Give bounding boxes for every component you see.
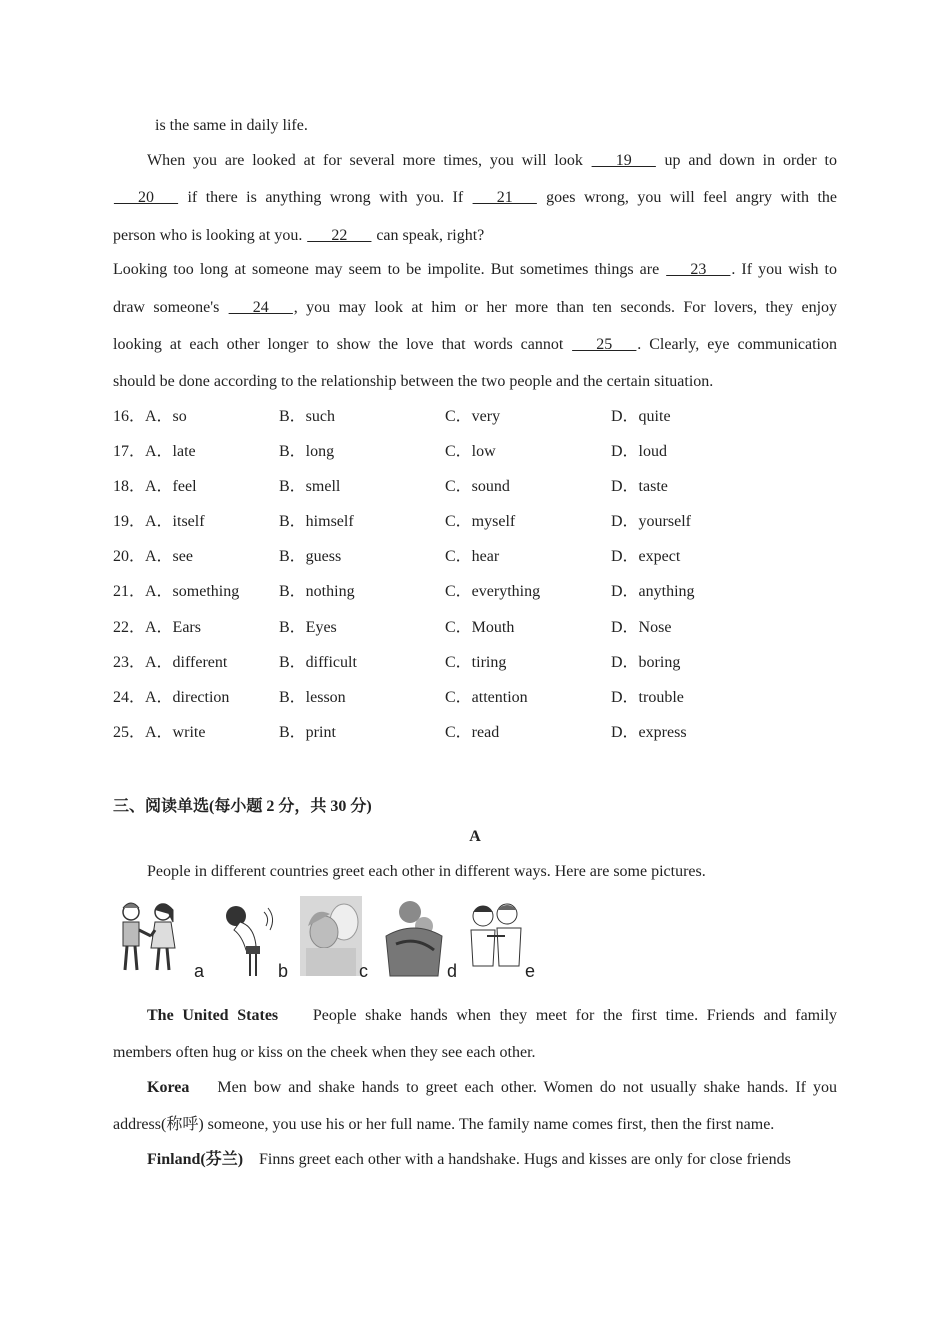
- text: Looking too long at someone may seem to be impolite. But sometimes things are: [113, 261, 666, 278]
- option-a[interactable]: 20．A．see: [113, 548, 193, 565]
- option-a[interactable]: 22．A．Ears: [113, 619, 201, 636]
- option-a[interactable]: 19．A．itself: [113, 513, 205, 530]
- option-b[interactable]: B．Eyes: [279, 619, 337, 636]
- korea-paragraph-line: [147, 1078, 837, 1098]
- question-row: [113, 406, 837, 428]
- text: looking at each other longer to show the love that words cannot: [113, 336, 572, 353]
- text: People shake hands when they meet for the first time. Friends and family: [312, 1007, 838, 1024]
- option-c[interactable]: C．read: [445, 724, 500, 741]
- option-d[interactable]: D．yourself: [611, 513, 691, 530]
- passage-line: [113, 226, 837, 246]
- option-a[interactable]: 18．A．feel: [113, 478, 197, 495]
- option-b[interactable]: B．himself: [279, 513, 354, 530]
- question-row: [113, 652, 837, 674]
- text: Finns greet each other with a handshake. Hugs and kisses are only for close friends: [259, 1151, 791, 1168]
- blank-24: ___24___: [228, 299, 293, 316]
- hug-photo: [380, 896, 450, 982]
- question-row: [113, 511, 837, 533]
- intro-line: People in different countries greet each other in different ways. Here are some pictures.: [147, 863, 706, 880]
- option-b[interactable]: B．print: [279, 724, 336, 741]
- option-c[interactable]: C．hear: [445, 548, 500, 565]
- option-a[interactable]: 24．A．direction: [113, 689, 230, 706]
- option-b[interactable]: B．lesson: [279, 689, 346, 706]
- text: if there is anything wrong with you. If: [179, 189, 472, 206]
- country-heading: Finland(芬兰): [147, 1151, 244, 1168]
- passage-line: [113, 298, 837, 318]
- option-d[interactable]: D．loud: [611, 443, 668, 460]
- option-b[interactable]: B．such: [279, 408, 336, 425]
- option-c[interactable]: C．sound: [445, 478, 510, 495]
- option-d[interactable]: D．expect: [611, 548, 681, 565]
- picture-label: e: [525, 961, 536, 981]
- text: person who is looking at you.: [113, 227, 307, 244]
- text: . If you wish to: [731, 261, 838, 278]
- question-row: [113, 476, 837, 498]
- blank-25: ___25___: [572, 336, 637, 353]
- option-b[interactable]: B．nothing: [279, 583, 355, 600]
- bow-illustration: [212, 896, 282, 982]
- text: , you may look at him or her more than ten seconds. For lovers, they enjoy: [293, 299, 838, 316]
- picture-label: c: [359, 961, 368, 981]
- handshake-illustration: [117, 896, 195, 982]
- option-a[interactable]: 23．A．different: [113, 654, 228, 671]
- passage-line: should be done according to the relationship between the two people and the certain situation.: [113, 373, 714, 390]
- text: Men bow and shake hands to greet each other. Women do not usually shake hands. If you: [217, 1079, 838, 1096]
- greeting-illustration: [465, 896, 527, 982]
- part-heading: A: [469, 828, 481, 845]
- question-row: [113, 722, 837, 744]
- option-b[interactable]: B．long: [279, 443, 335, 460]
- picture-label: d: [447, 961, 458, 981]
- question-row: [113, 546, 837, 568]
- korea-paragraph-line: address(称呼) someone, you use his or her full name. The family name comes first, then the first name.: [113, 1116, 775, 1133]
- option-a[interactable]: 16．A．so: [113, 408, 187, 425]
- option-c[interactable]: C．Mouth: [445, 619, 515, 636]
- text: draw someone's: [113, 299, 228, 316]
- option-c[interactable]: C．tiring: [445, 654, 507, 671]
- option-b[interactable]: B．guess: [279, 548, 342, 565]
- option-d[interactable]: D．express: [611, 724, 687, 741]
- section-title: 三、阅读单选(每小题 2 分，共 30 分): [113, 798, 372, 815]
- country-heading: The United States: [147, 1007, 279, 1024]
- us-paragraph-line: members often hug or kiss on the cheek when they see each other.: [113, 1044, 536, 1061]
- option-c[interactable]: C．myself: [445, 513, 516, 530]
- blank-21: ___21___: [472, 189, 537, 206]
- cheek-kiss-photo: [300, 896, 362, 982]
- option-c[interactable]: C．everything: [445, 583, 541, 600]
- passage-line: [113, 260, 837, 280]
- question-row: [113, 617, 837, 639]
- option-d[interactable]: D．trouble: [611, 689, 684, 706]
- option-b[interactable]: B．smell: [279, 478, 341, 495]
- option-a[interactable]: 25．A．write: [113, 724, 206, 741]
- option-c[interactable]: C．very: [445, 408, 501, 425]
- blank-22: ___22___: [307, 227, 372, 244]
- text: can speak, right?: [372, 227, 485, 244]
- blank-20: ___20___: [114, 189, 178, 206]
- country-heading: Korea: [147, 1079, 190, 1096]
- picture-label: a: [194, 961, 205, 981]
- option-d[interactable]: D．anything: [611, 583, 695, 600]
- text: goes wrong, you will feel angry with the: [537, 189, 837, 206]
- greeting-pictures: [117, 896, 547, 982]
- passage-line: is the same in daily life.: [155, 117, 308, 134]
- finland-paragraph-line: [147, 1150, 837, 1170]
- option-a[interactable]: 17．A．late: [113, 443, 196, 460]
- picture-label: b: [278, 961, 289, 981]
- option-a[interactable]: 21．A．something: [113, 583, 240, 600]
- option-c[interactable]: C．low: [445, 443, 496, 460]
- option-d[interactable]: D．taste: [611, 478, 668, 495]
- option-b[interactable]: B．difficult: [279, 654, 357, 671]
- question-row: [113, 581, 837, 603]
- passage-line: [147, 151, 837, 171]
- text: up and down in order to: [656, 152, 837, 169]
- option-c[interactable]: C．attention: [445, 689, 528, 706]
- text: When you are looked at for several more times, you will look: [147, 152, 591, 169]
- passage-line: [113, 335, 837, 355]
- option-d[interactable]: D．quite: [611, 408, 671, 425]
- question-row: [113, 687, 837, 709]
- question-row: [113, 441, 837, 463]
- us-paragraph-line: [147, 1006, 837, 1026]
- passage-line: [113, 188, 837, 208]
- option-d[interactable]: D．boring: [611, 654, 681, 671]
- blank-19: ___19___: [591, 152, 656, 169]
- text: . Clearly, eye communication: [637, 336, 837, 353]
- option-d[interactable]: D．Nose: [611, 619, 672, 636]
- blank-23: ___23___: [666, 261, 731, 278]
